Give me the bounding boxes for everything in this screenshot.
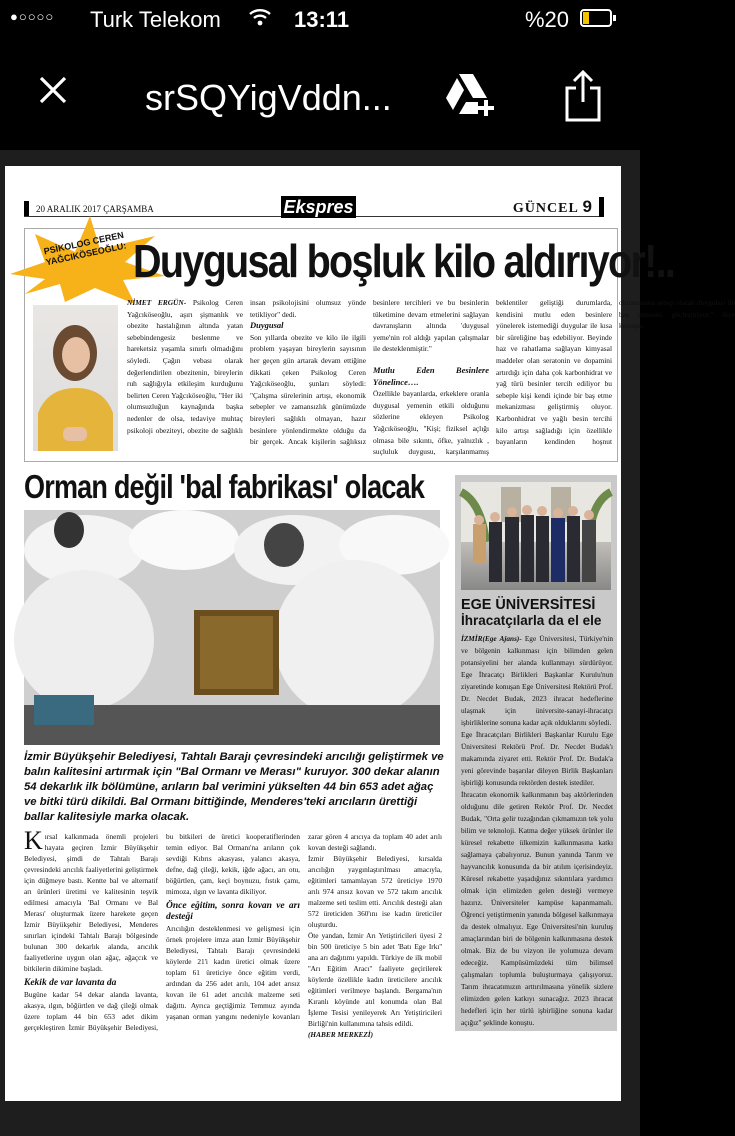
group-photo [461, 482, 611, 590]
paragraph: Ege İhracatçıları Birlikleri Başkanlar Kurulu Ege Üniversitesi Rektörü Prof. Dr. Necdet Budak'ı makamında ziyaret etti. Rektör Prof. Dr. Budak'a yeni görevinde başarılar dileyen Birlik Başkanları işbirliği konusunda rektörden destek istediler. [461, 730, 613, 787]
article-lower-flow [24, 750, 444, 1040]
headline-bal-fabrikasi: Orman değil 'bal fabrikası' olacak [24, 468, 425, 505]
paragraph: Ege Üniversitesi, Türkiye'nin ve bölgenin kalkınması için bilimden gelen potansiyelini her alanda kullanmayı sürdürüyor. Ege İhracatçı Birlikleri Başkanlar Kurulu'nun ziyaretinde konuşan Ege Üniversitesi Rektörü Prof. Dr. Necdet Budak, 2023 ihracat hedeflerine ulaşmak için üniversite-sanayi-ihracatçı işbirliklerine sonuna kadar açık olduklarını söyledi. [461, 634, 614, 727]
paragraph: İhracatın ekonomik kalkınmanın baş aktörlerinden olduğunu dile getiren Rektör Prof. Dr. Necdet Budak, "Orta gelir tuzağından çıkmamızın tek yolu bilim ve teknoloji. Katma değer yüksek ürünler ile küresel rekabette ülkemizin kalkınmasına katkı sağlamaya çabalıyoruz. Bunun yanında Tarım ve hayvancılık konusunda da bir atılım içerisindeyiz. Küresel rekabette yaşadığınız sıkıntılara yardımcı olmak için elimizden gelen desteği vermeye hazırız. Üniversiteler kampüse kapanmamalı. Öğrenci yetiştirmenin yanında bölgesel kalkınmaya da destek olmalıyız. Ege Üniversitesi'nin kuruluş amaçlarından biri de bölgenin kalkınmasına destek olmak. Biz de bu vizyon ile yolumuza devam edeceğiz. Kampüsümüzdeki tüm bilimsel çalışmaları toplumla buluşturmaya çalışıyoruz. Tarım ihracatımızın arttırılmasına yönelik sizlere elimizden gelen katkıyı sunacağız. 2023 ihracat hedefleri için her türlü işbirliğine sonuna kadar açığız" şeklinde konuştu. [461, 790, 613, 1027]
add-to-drive-icon [446, 72, 496, 118]
viewer-toolbar [0, 40, 640, 150]
close-button[interactable] [38, 70, 68, 115]
byline: NİMET ERGÜN- [127, 298, 187, 307]
add-to-drive-button[interactable] [446, 72, 496, 118]
signal-strength: ●○○○○ [10, 9, 55, 24]
headline-duygusal: Duygusal boşluk kilo aldırıyor!.. [133, 235, 675, 287]
subheading: Önce eğitim, sonra kovan ve arı desteği [166, 901, 300, 922]
status-bar [0, 0, 640, 40]
article-summary: İzmir Büyükşehir Belediyesi, Tahtalı Barajı çevresindeki arıcılığı geliştirmek ve balın kalitesini artırmak için "Bal Ormanı ve Merası" kuruyor. 300 dekar alanın 54 dekarlık ilk bölümüne, arıların bal verimini yükselten 44 bin 653 adet ağaç ve bitki türü dikildi. Bal Ormanı bittiğinde, Menderes'teki arıcıların ürettiği ballar kalitesiyle marka olacak. [24, 751, 444, 823]
burst-label: PSİKOLOG CEREN YAĞCIKÖSEOĞLU: [42, 229, 128, 268]
issue-date: 20 ARALIK 2017 ÇARŞAMBA [24, 201, 154, 217]
paragraph: Psikolog Ceren Yağcıköseoğlu, aşırı şişmanlık ve obezite hastalığının altında yatan sebebindengesiz beslenme ve hareketsiz yaşamla sınırlı olmadığını söyledi. Çağın vebası olarak değerlendirilen obezitenin, bireylerin ruh sağlığıyla etkileşim kurduğunu belirten Ceren Yağcıköseoğlu, "Her iki olumsuzluğun kaynağında başka nedenler de olsa, tedaviye muhtaç psikoloji obeziteyi, obezite de sağlıklı insan psikolojisini olumsuz yönde tetikliyor" dedi. [127, 298, 366, 435]
sidebar-headline: EGE ÜNİVERSİTESİ [461, 596, 596, 613]
subheading: Duygusal [250, 320, 284, 331]
newspaper-logo: Ekspres [281, 196, 356, 218]
dateline: İZMİR(Ege Ajans)- [461, 634, 522, 643]
drop-cap: K [24, 826, 43, 855]
credit: (HABER MERKEZİ) [308, 1030, 374, 1039]
document-viewer[interactable] [0, 150, 735, 1136]
beekeepers-photo [24, 510, 440, 745]
wifi-icon [248, 6, 272, 34]
sidebar-body [461, 633, 613, 1029]
share-icon [563, 70, 603, 122]
portrait-photo [33, 305, 118, 451]
sidebar-subheadline: İhracatçılarla da el ele [461, 613, 602, 628]
paragraph: Son yıllarda obezite ve kilo ile ilgili problem yaşayan bireylerin sayısının her geçen gün artarak devam ettiğine dikkati çeken Psikolog Ceren Yağcıköseoğlu, şunları söyledi: "Çalışma sürelerinin artışı, ekonomik sebepler ve zamansızlık günümüzde bireyleri sağlıklı olmayan, hazır besinlere yönlendirmekte olduğu da bir gerçek. Ancak kişilerin sağlıksız besinlere tercihleri ve bu besinlerin tüketimine devam etmelerini sağlayan davranışların altında 'duygusal yeme'nin rol aldığı yapılan çalışmalar ile desteklenmiştir." [250, 298, 489, 447]
sidebar-article [455, 475, 617, 1031]
paragraph: Bugüne kadar 54 dekar alanda lavanta, akasya, ılgın, böğürtlen ve dağ çileği olmak üzere toplam 44 bin 653 adet dikim gerçekleştiren İzmir Büyükşehir Belediyesi, bu bitkileri de üretici kooperatiflerinden temin ediyor. Bal Ormanı'na arıların çok sevdiği Kıbrıs akasyası, yalancı akasya, defne, dağ çileği, kekik, iğde ağacı, arı otu, böğürtlen, çam, keçi boynuzu, fıstık çamı, mimoza, ılgın ve lavanta dikiliyor. [24, 832, 300, 1032]
battery-percent: %20 [525, 7, 570, 32]
close-icon [38, 75, 68, 105]
section-label [513, 197, 604, 217]
page-number: 9 [582, 197, 593, 216]
carrier-name: Turk Telekom [90, 7, 221, 32]
paragraph: Özellikle bayanlarda, erkeklere oranla duygusal yemenin etkili olduğunu sözlerine ekleyen Psikolog Yağcıköseoğlu, "Kişi; fiziksel açlığı olmasa bile sıkıntı, öfke, yalnızlık , suçluluk duygusu, karşılanmamış beklentiler geliştiği durumlarda, kendisini mutlu eden besinlere yönelerek istemediği duygular ile kısa bir süreliğine baş edebiliyor. Beyinde haz ve rahatlama sağlayan kimyasal maddeler olan seratonin ve dopamini artırdığı için daha çok karbonhidrat ve yağ türü besinler tercih ediliyor bu sebeple kişi kendi içinde bir baş etme mekanizması geliştirmiş oluyor. Karbonhidrat ve yağlı besin tercihi kilo artışı sağladığı için özellikle bayanların kendinden hoşnut olmamasına sebep olarak duyguları ile baş etmesini güçleştiriyor." diye konuştu. [373, 298, 735, 457]
paragraph: ırsal kalkınmada önemli projeleri hayata geçiren İzmir Büyükşehir Belediyesi, şimdi de Tahtalı Barajı çevresindeki arıcılık faaliyetlerini geliştirmek için düğmeye bastı. Kentte bal ve alternatif arı ürünleri üretimi ve kalitesinin teşvik edilmesi amacıyla 'Bal Ormanı ve Bal Merası' oluşturmak üzere harekete geçen İzmir Büyükşehir Belediyesi, Menderes sınırları içindeki Tahtalı Barajı bölgesinde bulunan 300 dekarlık alanda, arıcılık faaliyetlerine uygun olan ağaç, ağaçcık ve bitkilerin dikimine başladı. [24, 832, 158, 973]
newspaper-page [5, 166, 735, 1101]
share-button[interactable] [563, 70, 603, 122]
document-title: srSQYigVddn... [145, 77, 392, 118]
section-name: GÜNCEL [512, 201, 579, 216]
clock: 13:11 [294, 7, 350, 32]
battery-icon [580, 9, 612, 27]
paragraph: Öte yandan, İzmir Arı Yetiştiricileri üyesi 2 bin 500 üreticiye 5 bin adet 'Batı Ege Irkı'' ana arı dağıtımı yapıldı. Türkiye de ilk mobil ''Arı Eğitim Aracı'' faaliyete geçirilerek köylerde özellikle kadın üreticilere arıcılık eğitimleri verilmeye başlandı. Bergama'nın Kıranlı köyünde atıl konumda olan Bal İşleme Tesisi yenileyerek Arı Yetiştiricileri Birliği'nin kullanımına tahsis edildi. [308, 931, 442, 1028]
subheading: Mutlu Eden Besinlere Yönelince…. [373, 364, 489, 387]
article-body-duygusal [127, 297, 735, 459]
paragraph: İzmir Büyükşehir Belediyesi, kırsalda arıcılığın yaygınlaştırılması amacıyla, eğitimleri tamamlayan 572 üreticiye 1970 arılı 974 arısız kovan ve 572 takım arıcılık malzeme seti teslim etti. Arıcılık desteği alan 572 üreticiden 360'ını ise kadın üreticiler oluşturdu. [308, 854, 442, 929]
article-body-bal [24, 826, 442, 1040]
subheading: Kekik de var lavanta da [24, 978, 117, 988]
paragraph: Arıcılığın desteklenmesi ve gelişmesi için örnek projelere imza atan İzmir Büyükşehir Belediyesi, Tahtalı Barajı çevresindeki köylerde 21'i kadın üretici olmak üzere toplam 61 üreticiye önce eğitim verdi, ardından da 256 adet arılı, 104 adet arısız kovan ile 61 adet arıcılık malzeme seti dağıttı. Ayrıca geçtiğimiz Temmuz ayında yaşanan orman yangını nedeniyle kovanları zarar gören 4 arıcıya da toplam 40 adet arılı kovan desteği sağlandı. [166, 832, 442, 1021]
